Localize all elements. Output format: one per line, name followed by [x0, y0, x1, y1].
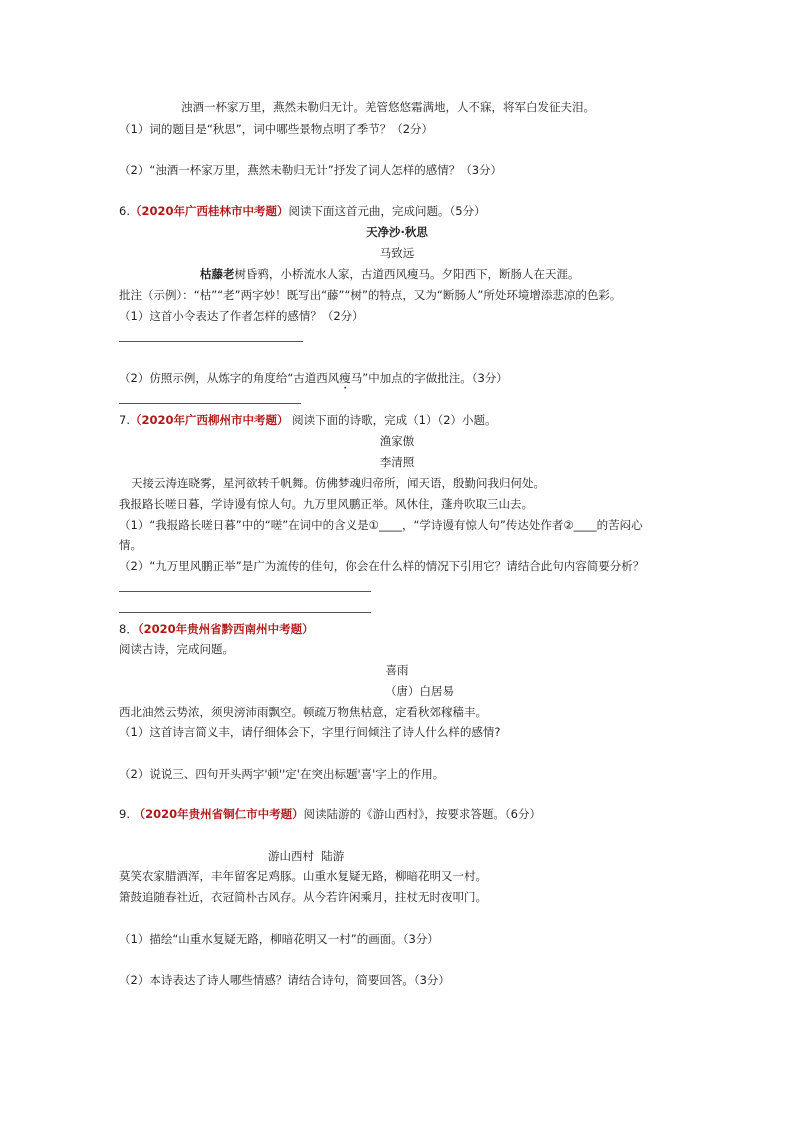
- q9-poem-line-1: 莫笑农家腊酒浑，丰年留客足鸡豚。山重水复疑无路，柳暗花明又一村。: [119, 869, 487, 883]
- q6-sub2-text-b: 马”中加点的字做批注。（3分）: [350, 371, 508, 385]
- q6-poem-bold-words: 枯藤老: [200, 267, 235, 281]
- q7-sub-question-1-cont: 情。: [119, 538, 142, 552]
- q8-poem-title: 喜雨: [385, 663, 409, 677]
- q7-sub-question-1: （1）“我报路长嗟日暮”中的“嗟”在词中的含义是①____，“学诗谩有惊人句”传达处作者②____的苦闷心: [119, 518, 643, 532]
- q6-number: 6.: [119, 204, 130, 218]
- q8-source: （2020年贵州省黔西南州中考题）: [137, 622, 314, 636]
- q6-sub-question-2: [119, 370, 754, 392]
- q7-source: （2020年广西柳州市中考题）: [129, 413, 289, 427]
- q8-intro: 阅读古诗，完成问题。: [119, 642, 234, 656]
- q6-header: [119, 203, 754, 219]
- q8-sub-question-2: （2）说说三、四句开头两字'顿''定'在突出标题'喜'字上的作用。: [119, 767, 445, 781]
- q7-poem-title: 渔家傲: [379, 434, 415, 448]
- q9-header: [119, 806, 754, 822]
- q7-answer-line-2[interactable]: [119, 612, 371, 613]
- q6-annotation-example: 批注（示例）：“枯”“老”两字妙！既写出“藤”“树”的特点，又为“断肠人”所处环境增添悲凉的色彩。: [119, 288, 622, 302]
- q5-sub-question-2: （2）“浊酒一杯家万里，燕然未勒归无计”抒发了词人怎样的感情？（3分）: [119, 163, 503, 177]
- q7-intro: 阅读下面的诗歌，完成（1）（2）小题。: [288, 413, 497, 427]
- q6-sub2-text-a: （2）仿照示例，从炼字的角度给“古道西风: [119, 371, 340, 385]
- q5-sub-question-1: （1）词的题目是“秋思”，词中哪些景物点明了季节？（2分）: [119, 122, 434, 136]
- q9-source: （2020年贵州省铜仁市中考题）: [133, 807, 304, 821]
- q6-source: （2020年广西桂林市中考题）: [129, 204, 289, 218]
- q7-header: [119, 412, 754, 428]
- q7-poem-line-1: 天接云涛连晓雾，星河欲转千帆舞。仿佛梦魂归帝所，闻天语，殷勤问我归何处。: [131, 476, 545, 490]
- q6-answer-line-1[interactable]: [119, 341, 303, 342]
- q8-poem-author: （唐）白居易: [385, 684, 454, 698]
- q7-number: 7.: [119, 413, 130, 427]
- q6-intro: 阅读下面这首元曲，完成问题。（5分）: [288, 204, 486, 218]
- q9-poem-title: 游山西村 陆游: [268, 849, 345, 863]
- q6-poem-rest: 树昏鸦，小桥流水人家，古道西风瘦马。夕阳西下，断肠人在天涯。: [234, 267, 580, 281]
- q9-sub-question-1: （1）描绘“山重水复疑无路，柳暗花明又一村”的画面。（3分）: [119, 932, 439, 946]
- q8-number: 8．: [119, 622, 138, 636]
- q7-sub-question-2: （2）“九万里风鹏正举”是广为流传的佳句，你会在什么样的情况下引用它？请结合此句内容简要分析？: [119, 559, 645, 573]
- q5-poem-line: 浊酒一杯家万里，燕然未勒归无计。羌管悠悠霜满地，人不寐，将军白发征夫泪。: [181, 100, 595, 114]
- q9-intro: 阅读陆游的《游山西村》，按要求答题。（6分）: [303, 807, 541, 821]
- q9-sub-question-2: （2）本诗表达了诗人哪些情感？请结合诗句，简要回答。（3分）: [119, 973, 450, 987]
- q8-poem-line: 西北油然云势浓，须臾滂沛雨飘空。顿疏万物焦枯意，定看秋郊稼穑丰。: [119, 705, 487, 719]
- q9-number: 9.: [119, 807, 134, 821]
- q7-poem-author: 李清照: [379, 455, 415, 469]
- q8-header: [119, 621, 754, 637]
- q6-poem-author: 马致远: [379, 246, 415, 260]
- q6-answer-line-2[interactable]: [119, 403, 301, 404]
- q6-sub2-dotted-char: 瘦: [339, 371, 351, 385]
- q6-poem-line: [200, 266, 754, 282]
- q8-sub-question-1: （1）这首诗言简义丰，请仔细体会下，字里行间倾注了诗人什么样的感情?: [119, 725, 501, 739]
- q6-sub-question-1: （1）这首小令表达了作者怎样的感情？（2分）: [119, 309, 364, 323]
- q7-poem-line-2: 我报路长嗟日暮，学诗谩有惊人句。九万里风鹏正举。风休住，蓬舟吹取三山去。: [119, 497, 533, 511]
- q9-poem-line-2: 箫鼓追随春社近，衣冠简朴古风存。从今若许闲乘月，拄杖无时夜叩门。: [119, 890, 487, 904]
- q6-poem-title: 天净沙·秋思: [366, 225, 428, 239]
- q7-answer-line-1[interactable]: [119, 591, 371, 592]
